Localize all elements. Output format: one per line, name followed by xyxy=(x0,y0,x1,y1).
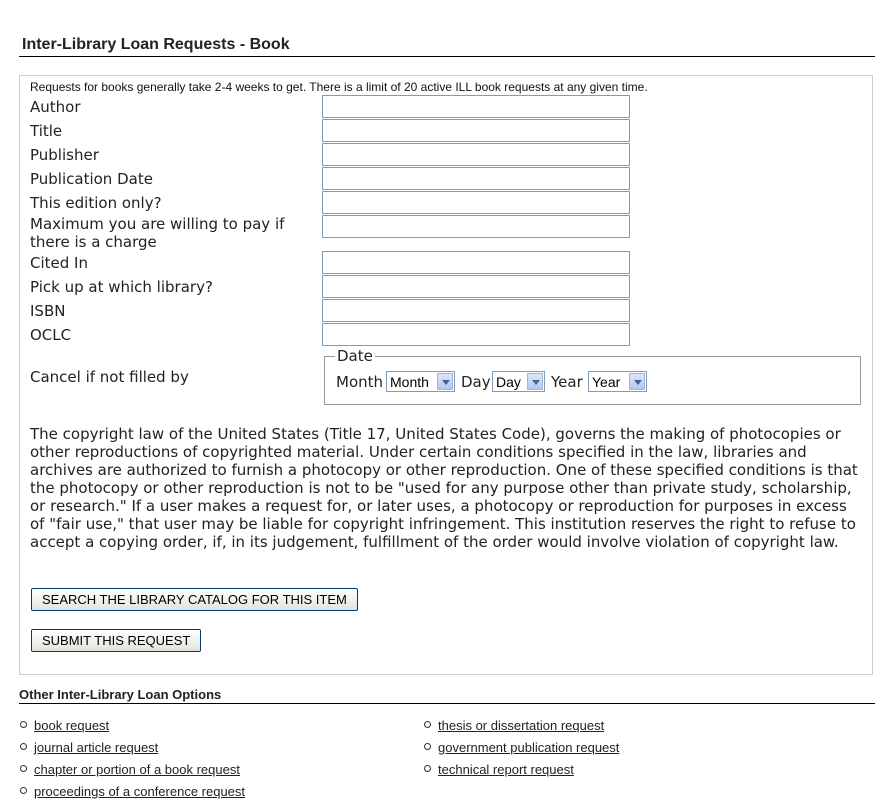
day-select[interactable] xyxy=(492,371,545,392)
chevron-down-icon[interactable] xyxy=(629,373,645,390)
edition-only-label: This edition only? xyxy=(30,194,162,212)
chevron-down-icon[interactable] xyxy=(437,373,453,390)
bullet-icon xyxy=(424,721,431,728)
bullet-icon xyxy=(424,765,431,772)
book-request-link[interactable]: book request xyxy=(34,718,110,733)
month-select-value: Month xyxy=(390,374,429,390)
copyright-notice: The copyright law of the United States (Title 17, United States Code), governs the making of photocopies or other reproductions of copyrighted material. Under certain conditions specified in the law, libraries and archives are authorized to furnish a photocopy or other reproduction. One of these specified conditions is that the photocopy or other reproduction is not to be "used for any purpose other than private study, scholarship, or research." If a user makes a request for, or later uses, a photocopy or reproduction for purposes in excess of "fair use," that user may be liable for copyright infringement. This institution reserves the right to refuse to accept a copying order, if, in its judgement, fulfillment of the order would involve violation of copyright law. xyxy=(30,425,858,551)
author-label: Author xyxy=(30,98,81,116)
chapter-request-link[interactable]: chapter or portion of a book request xyxy=(34,762,240,777)
bullet-icon xyxy=(20,721,27,728)
bullet-icon xyxy=(20,743,27,750)
search-catalog-button[interactable]: SEARCH THE LIBRARY CATALOG FOR THIS ITEM xyxy=(31,588,358,611)
form-intro: Requests for books generally take 2-4 weeks to get. There is a limit of 20 active ILL book requests at any given time. xyxy=(30,80,648,94)
pickup-library-label: Pick up at which library? xyxy=(30,278,213,296)
isbn-label: ISBN xyxy=(30,302,66,320)
date-legend: Date xyxy=(337,347,373,365)
oclc-label: OCLC xyxy=(30,326,72,344)
bullet-icon xyxy=(20,765,27,772)
chevron-down-icon[interactable] xyxy=(527,373,543,390)
bullet-icon xyxy=(20,787,27,794)
year-select[interactable] xyxy=(588,371,647,392)
year-label: Year xyxy=(551,373,583,391)
day-label: Day xyxy=(461,373,491,391)
month-label: Month xyxy=(336,373,384,391)
max-charge-field[interactable] xyxy=(322,215,630,238)
publication-date-field[interactable] xyxy=(322,167,630,190)
publication-date-label: Publication Date xyxy=(30,170,153,188)
government-publication-request-link[interactable]: government publication request xyxy=(438,740,620,755)
oclc-field[interactable] xyxy=(322,323,630,346)
bullet-icon xyxy=(424,743,431,750)
cited-in-label: Cited In xyxy=(30,254,88,272)
conference-proceedings-request-link[interactable]: proceedings of a conference request xyxy=(34,784,246,799)
publisher-label: Publisher xyxy=(30,146,99,164)
page-title: Inter-Library Loan Requests - Book xyxy=(22,36,290,53)
cancel-date-label: Cancel if not filled by xyxy=(30,368,189,386)
title-divider xyxy=(19,56,875,57)
other-options-divider xyxy=(19,703,875,704)
edition-only-field[interactable] xyxy=(322,191,630,214)
month-select[interactable] xyxy=(386,371,455,392)
thesis-request-link[interactable]: thesis or dissertation request xyxy=(438,718,605,733)
other-options-title: Other Inter-Library Loan Options xyxy=(19,687,222,702)
max-charge-label: Maximum you are willing to pay if there is a charge xyxy=(30,215,285,251)
author-field[interactable] xyxy=(322,95,630,118)
pickup-library-field[interactable] xyxy=(322,275,630,298)
technical-report-request-link[interactable]: technical report request xyxy=(438,762,574,777)
cited-in-field[interactable] xyxy=(322,251,630,274)
isbn-field[interactable] xyxy=(322,299,630,322)
title-field[interactable] xyxy=(322,119,630,142)
title-label: Title xyxy=(30,122,63,140)
submit-request-button[interactable]: SUBMIT THIS REQUEST xyxy=(31,629,201,652)
year-select-value: Year xyxy=(592,374,621,390)
journal-article-request-link[interactable]: journal article request xyxy=(34,740,159,755)
day-select-value: Day xyxy=(496,374,521,390)
publisher-field[interactable] xyxy=(322,143,630,166)
